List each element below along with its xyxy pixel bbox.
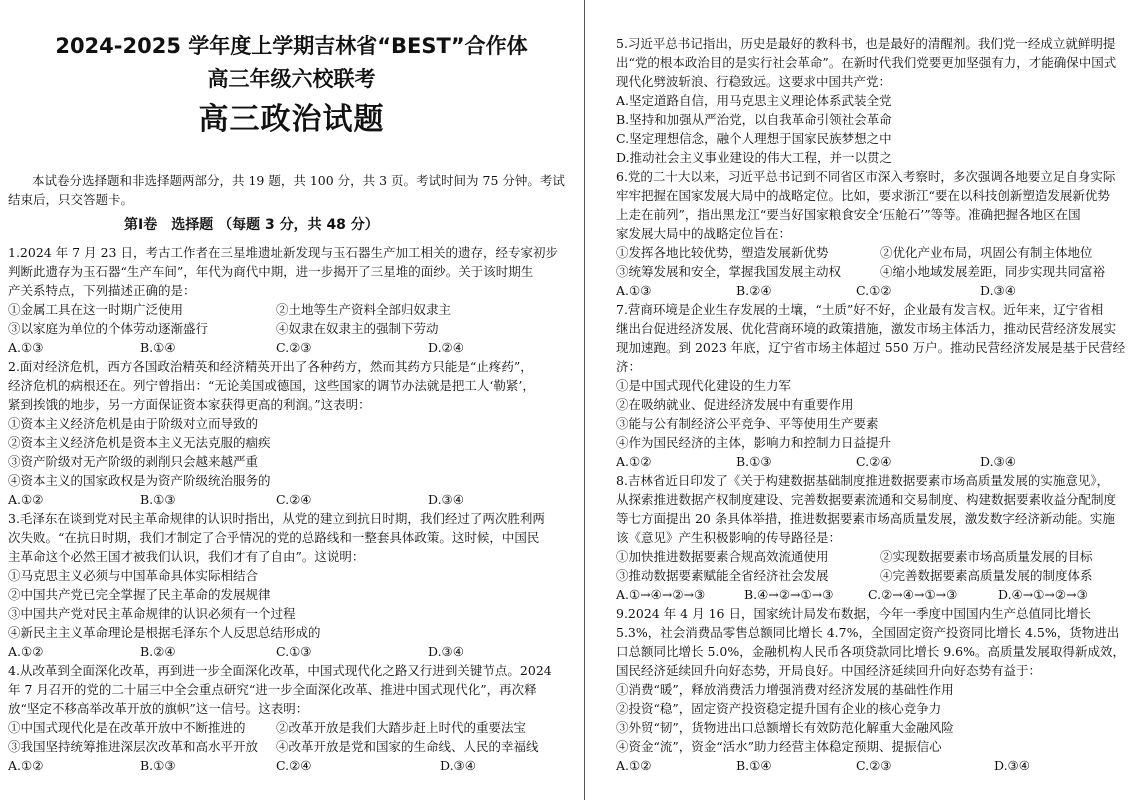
answer-item: ②实现数据要素市场高质量发展的目标	[880, 549, 1093, 564]
question-stem-line: 现加速跑。到 2023 年底，辽宁省市场主体超过 550 万户。推动民营经济发展是基于民营经	[616, 340, 1126, 355]
answer-item: C.坚定理想信念，融个人理想于国家民族梦想之中	[616, 131, 892, 146]
answer-option: C.②③	[856, 758, 892, 773]
question-stem-line: 5.3%，社会消费品零售总额同比增长 4.7%，全国固定资产投资同比增长 4.5%，货物进出	[616, 625, 1120, 640]
answer-item: ④作为国民经济的主体，影响力和控制力日益提升	[616, 435, 892, 450]
answer-option: A.①②	[8, 644, 44, 659]
question-stem-line: 从探索推进数据产权制度建设、完善数据要素流通和交易制度、构建数据要素收益分配制度	[616, 492, 1117, 507]
answer-item: ④资金“流”，资金“活水”助力经营主体稳定预期、提振信心	[616, 739, 942, 754]
answer-option: D.③④	[980, 283, 1016, 298]
answer-item: ①发挥各地比较优势，塑造发展新优势	[616, 245, 829, 260]
answer-item: ④新民主主义革命理论是根据毛泽东个人反思总结形成的	[8, 625, 321, 640]
answer-item: ④完善数据要素高质量发展的制度体系	[880, 568, 1093, 583]
answer-option: C.②③	[276, 340, 312, 355]
answer-item: ①中国式现代化是在改革开放中不断推进的	[8, 720, 246, 735]
answer-option: A.①→④→②→③	[616, 587, 706, 602]
question-stem-line: 7.营商环境是企业生存发展的土壤，“土质”好不好，企业最有发言权。近年来，辽宁省相	[616, 302, 1104, 317]
question-stem-line: 继出台促进经济发展、优化营商环境的政策措施，激发市场主体活力，推动民营经济发展实	[616, 321, 1117, 336]
answer-item: ④缩小地域发展差距，同步实现共同富裕	[880, 264, 1106, 279]
answer-option: C.①②	[856, 283, 892, 298]
question-stem-line: 产关系特点，下列描述正确的是：	[8, 283, 196, 298]
answer-item: ④改革开放是党和国家的生命线、人民的幸福线	[276, 739, 539, 754]
answer-item: ①金属工具在这一时期广泛使用	[8, 302, 184, 317]
question-stem-line: 1.2024 年 7 月 23 日，考古工作者在三星堆遗址新发现与玉石器生产加工相关的遗存，经专家初步	[8, 245, 558, 260]
question-stem-line: 口总额同比增长 5.0%，金融机构人民币各项贷款同比增长 9.6%。高质量发展取得新成效，	[616, 644, 1125, 659]
answer-option: B.①④	[140, 340, 176, 355]
intro-line: 结束后，只交答题卡。	[8, 192, 134, 207]
question-stem-line: 经济危机的病根还在。列宁曾指出：“无论美国或德国，这些国家的调节办法就是把工人‘勒紧’，	[8, 378, 535, 393]
answer-option: A.①②	[616, 454, 652, 469]
answer-item: ②在吸纳就业、促进经济发展中有重要作用	[616, 397, 854, 412]
question-stem-line: 等七方面提出 20 条具体举措，推进数据要素市场高质量发展，激发数字经济新动能。实施	[616, 511, 1115, 526]
answer-option: A.①②	[8, 758, 44, 773]
answer-option: C.②④	[276, 758, 312, 773]
answer-item: B.坚持和加强从严治党，以自我革命引领社会革命	[616, 112, 892, 127]
answer-item: ③统筹发展和安全，掌握我国发展主动权	[616, 264, 842, 279]
answer-option: A.①③	[8, 340, 44, 355]
answer-option: B.①③	[140, 758, 176, 773]
question-stem-line: 主革命这个必然王国才被我们认识，我们才有了自由”。这说明：	[8, 549, 365, 564]
question-stem-line: 3.毛泽东在谈到党对民主革命规律的认识时指出，从党的建立到抗日时期，我们经过了两次胜利两	[8, 511, 545, 526]
question-stem-line: 次失败。“在抗日时期，我们才制定了合乎情况的党的总路线和一整套具体政策。这时候，中国民	[8, 530, 540, 545]
exam-title-line1: 2024-2025 学年度上学期吉林省“BEST”合作体	[55, 34, 528, 58]
question-stem-line: 牢牢把握在国家发展大局中的战略定位。比如，要求浙江“要在以科技创新塑造发展新优势	[616, 188, 1110, 203]
question-stem-line: 上走在前列”，指出黑龙江“要当好国家粮食安全‘压舱石’”等等。准确把握各地区在国	[616, 207, 1081, 222]
question-stem-line: 2.面对经济危机，西方各国政治精英和经济精英开出了各种药方，然而其药方只能是“止疼药”，	[8, 359, 533, 374]
answer-item: ③以家庭为单位的个体劳动逐渐盛行	[8, 321, 209, 336]
section-title: 第Ⅰ卷 选择题 （每题 3 分，共 48 分）	[124, 217, 379, 233]
exam-title-line2: 高三年级六校联考	[207, 67, 376, 91]
question-stem-line: 紧到挨饿的地步，另一方面保证资本家获得更高的利润。”这表明：	[8, 397, 371, 412]
question-stem-line: 现代化劈波斩浪、行稳致远。这要求中国共产党：	[616, 74, 892, 89]
answer-item: ③资产阶级对无产阶级的剥削只会越来越严重	[8, 454, 259, 469]
answer-option: C.①③	[276, 644, 312, 659]
question-stem-line: 年 7 月召开的党的二十届三中全会重点研究“进一步全面深化改革、推进中国式现代化”，再次释	[8, 682, 537, 697]
question-stem-line: 放“坚定不移高举改革开放的旗帜”这一信号。这表明：	[8, 701, 309, 716]
answer-item: ①资本主义经济危机是由于阶级对立而导致的	[8, 416, 259, 431]
answer-option: B.②④	[140, 644, 176, 659]
answer-option: D.②④	[428, 340, 464, 355]
answer-option: C.②④	[856, 454, 892, 469]
answer-item: ③推动数据要素赋能全省经济社会发展	[616, 568, 829, 583]
answer-item: ②资本主义经济危机是资本主义无法克服的痼疾	[8, 435, 271, 450]
answer-option: D.④→①→②→③	[998, 587, 1088, 602]
answer-option: B.④→②→①→③	[744, 587, 834, 602]
answer-item: ②优化产业布局，巩固公有制主体地位	[880, 245, 1093, 260]
question-stem-line: 8.吉林省近日印发了《关于构建数据基础制度推进数据要素市场高质量发展的实施意见》，	[616, 473, 1110, 488]
question-stem-line: 6.党的二十大以来，习近平总书记到不同省区市深入考察时，多次强调各地要立足自身实际	[616, 169, 1116, 184]
question-stem-line: 5.习近平总书记指出，历史是最好的教科书，也是最好的清醒剂。我们党一经成立就鲜明提	[616, 36, 1116, 51]
exam-subject-title: 高三政治试题	[198, 102, 385, 137]
answer-option: B.①④	[736, 758, 772, 773]
answer-option: D.③④	[440, 758, 476, 773]
question-stem-line: 判断此遗存为玉石器“生产车间”，年代为商代中期，进一步揭开了三星堆的面纱。关于该时期生	[8, 264, 534, 279]
answer-item: ①消费“暖”，释放消费活力增强消费对经济发展的基础性作用	[616, 682, 954, 697]
question-stem-line: 9.2024 年 4 月 16 日，国家统计局发布数据，今年一季度中国国内生产总值同比增长	[616, 606, 1091, 621]
answer-item: ③中国共产党对民主革命规律的认识必须有一个过程	[8, 606, 296, 621]
answer-option: B.①③	[140, 492, 176, 507]
question-stem-line: 该《意见》产生积极影响的传导路径是：	[616, 530, 842, 545]
question-stem-line: 出“党的根本政治目的是实行社会革命”。在新时代我们党要更加坚强有力，才能确保中国式	[616, 55, 1117, 70]
answer-option: B.①③	[736, 454, 772, 469]
answer-item: ①马克思主义必须与中国革命具体实际相结合	[8, 568, 259, 583]
answer-option: D.③④	[428, 644, 464, 659]
answer-item: A.坚定道路自信，用马克思主义理论体系武装全党	[616, 93, 892, 108]
answer-item: ②投资“稳”，固定资产投资稳定提升国有企业的核心竞争力	[616, 701, 942, 716]
answer-option: C.②→④→①→③	[868, 587, 958, 602]
answer-option: D.③④	[428, 492, 464, 507]
question-stem-line: 4.从改革到全面深化改革，再到进一步全面深化改革，中国式现代化之路又行进到关键节点。2024	[8, 663, 552, 678]
question-stem-line: 济：	[616, 359, 642, 374]
answer-option: B.②④	[736, 283, 772, 298]
question-stem-line: 家发展大局中的战略定位旨在：	[616, 226, 792, 241]
answer-item: ③能与公有制经济公平竞争、平等使用生产要素	[616, 416, 879, 431]
answer-option: A.①②	[8, 492, 44, 507]
answer-item: ②土地等生产资料全部归奴隶主	[276, 302, 452, 317]
answer-item: ①是中国式现代化建设的生力军	[616, 378, 792, 393]
answer-option: A.①③	[616, 283, 652, 298]
answer-option: C.②④	[276, 492, 312, 507]
answer-item: ①加快推进数据要素合规高效流通使用	[616, 549, 829, 564]
question-stem-line: 国民经济延续回升向好态势，开局良好。中国经济延续回升向好态势有益于：	[616, 663, 1042, 678]
answer-item: D.推动社会主义事业建设的伟大工程，并一以贯之	[616, 150, 893, 165]
answer-option: A.①②	[616, 758, 652, 773]
answer-item: ④资本主义的国家政权是为资产阶级统治服务的	[8, 473, 271, 488]
answer-item: ②改革开放是我们大踏步赶上时代的重要法宝	[276, 720, 527, 735]
answer-item: ②中国共产党已完全掌握了民主革命的发展规律	[8, 587, 271, 602]
answer-item: ③外贸“韧”，货物进出口总额增长有效防范化解重大金融风险	[616, 720, 954, 735]
answer-item: ③我国坚持统筹推进深层次改革和高水平开放	[8, 739, 259, 754]
intro-line: 本试卷分选择题和非选择题两部分，共 19 题，共 100 分，共 3 页。考试时间为 75 分钟。考试	[32, 173, 565, 188]
answer-option: D.③④	[980, 454, 1016, 469]
answer-item: ④奴隶在奴隶主的强制下劳动	[276, 321, 439, 336]
column-divider	[584, 0, 585, 800]
answer-option: D.③④	[994, 758, 1030, 773]
